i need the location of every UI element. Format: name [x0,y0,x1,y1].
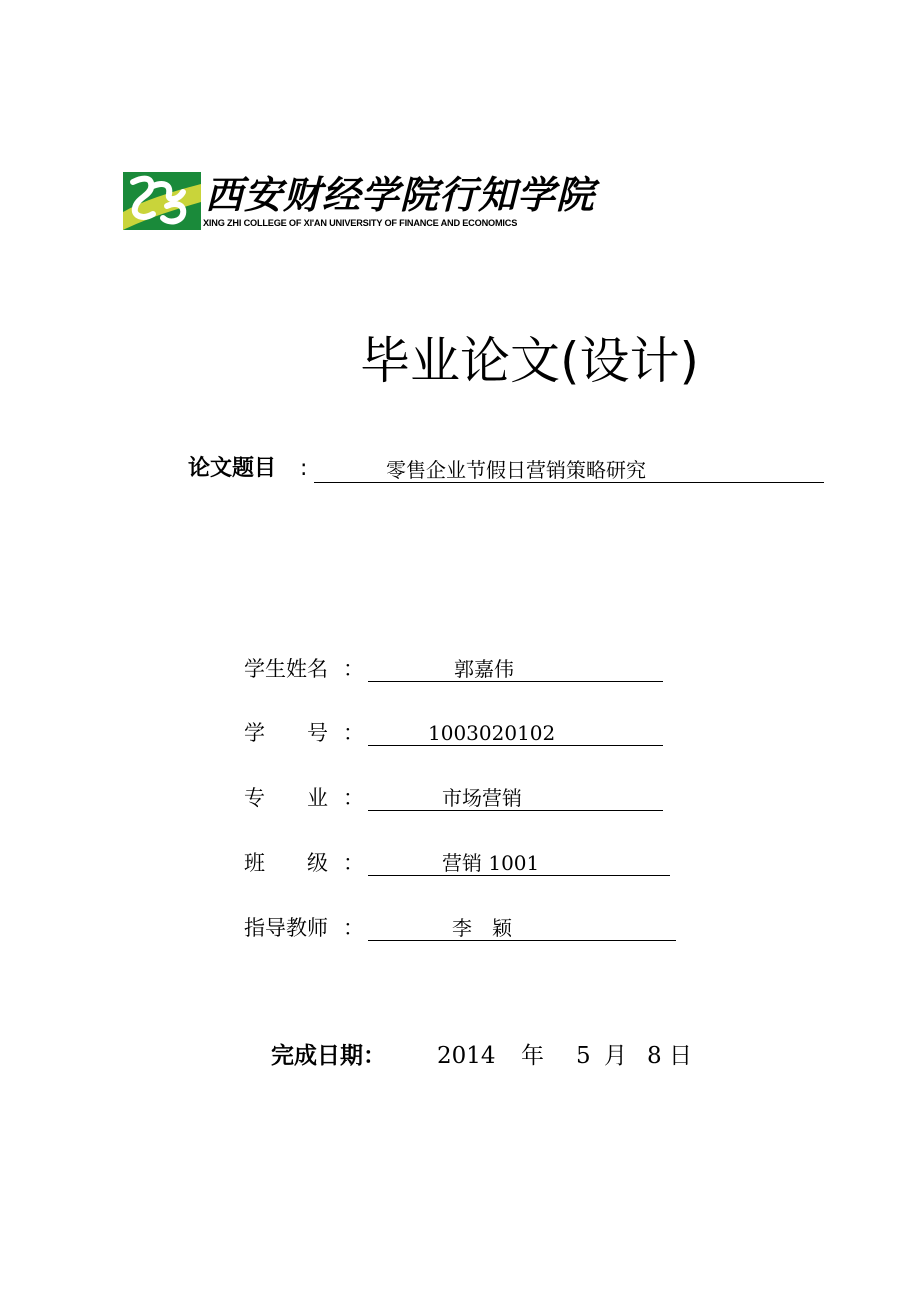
student-name-value: 郭嘉伟 [454,657,514,681]
advisor-value: 李 颖 [452,916,512,940]
completion-day-unit: 日 [669,1043,692,1069]
completion-year-unit: 年 [521,1043,544,1069]
student-name-colon: ： [343,657,364,681]
student-name-underline [368,681,663,682]
advisor-underline [368,940,676,941]
college-english-name: XING ZHI COLLEGE OF XI'AN UNIVERSITY OF FINANCE AND ECONOMICS [203,218,518,228]
student-name-label: 学生姓名 [244,657,328,681]
completion-date-label: 完成日期： [271,1043,386,1069]
class-value: 营销 1001 [442,851,540,875]
completion-year: 2014 [437,1043,496,1069]
major-value: 市场营销 [442,786,522,810]
document-title: 毕业论文(设计) [360,332,700,390]
completion-month: 5 [576,1043,591,1069]
college-emblem-icon [123,172,201,230]
student-id-label: 学 号 [244,721,328,745]
major-label: 专 业 [244,786,328,810]
thesis-title-value: 零售企业节假日营销策略研究 [386,458,646,482]
student-id-value: 1003020102 [428,721,556,745]
class-colon: ： [343,851,364,875]
advisor-colon: ： [343,916,364,940]
student-id-colon: ： [343,721,364,745]
college-calligraphy-name: 西安财经学院行知学院 [205,172,596,217]
thesis-title-colon: : [300,456,308,481]
thesis-title-label: 论文题目 [188,456,277,481]
advisor-label: 指导教师 [244,916,328,940]
completion-day: 8 [647,1043,662,1069]
class-label: 班 级 [244,851,328,875]
completion-month-unit: 月 [604,1043,627,1069]
college-logo [123,172,596,234]
major-colon: ： [343,786,364,810]
